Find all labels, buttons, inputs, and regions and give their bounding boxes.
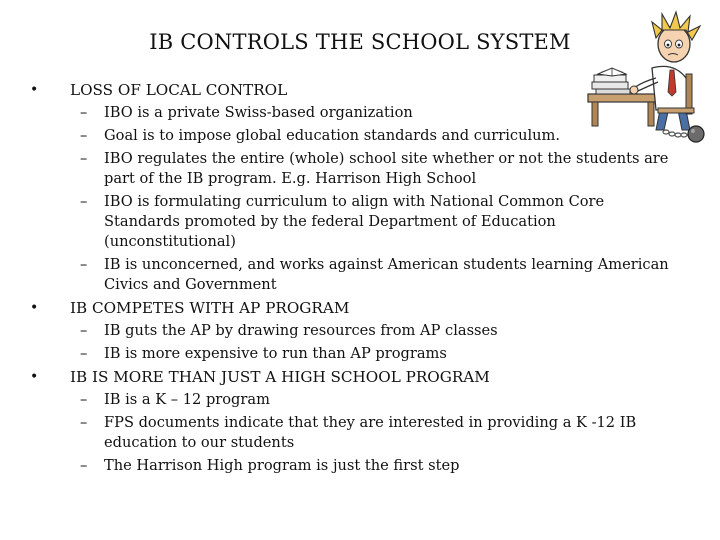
bullet-marker: • <box>30 369 39 385</box>
slide-title: IB CONTROLS THE SCHOOL SYSTEM <box>149 30 571 54</box>
list-item-text: IB is a K – 12 program <box>104 391 270 408</box>
section-ib-more-than-high-school <box>24 367 684 476</box>
section-loss-of-local-control <box>24 80 684 295</box>
dash-marker: – <box>80 457 88 474</box>
section-heading-text: LOSS OF LOCAL CONTROL <box>70 81 288 99</box>
dash-marker: – <box>80 345 88 362</box>
list-item-text: IB guts the AP by drawing resources from AP classes <box>104 322 498 339</box>
bullet-marker: • <box>30 300 39 316</box>
list-item-text: IBO is a private Swiss-based organization <box>104 104 413 121</box>
list-item-text: IB is unconcerned, and works against American students learning American Civics and Government <box>104 256 669 293</box>
list-item <box>24 413 684 453</box>
list-item <box>24 255 684 295</box>
list-item <box>24 103 684 123</box>
list-item-text: IB is more expensive to run than AP programs <box>104 345 447 362</box>
dash-marker: – <box>80 104 88 121</box>
section-ib-competes-with-ap <box>24 298 684 364</box>
list-item <box>24 321 684 341</box>
dash-marker: – <box>80 150 88 167</box>
dash-marker: – <box>80 322 88 339</box>
dash-marker: – <box>80 414 88 431</box>
dash-marker: – <box>80 391 88 408</box>
list-item-text: FPS documents indicate that they are interested in providing a K -12 IB education to our students <box>104 414 637 451</box>
list-item <box>24 344 684 364</box>
list-item <box>24 390 684 410</box>
section-heading-text: IB IS MORE THAN JUST A HIGH SCHOOL PROGRAM <box>70 368 490 386</box>
list-item-text: Goal is to impose global education standards and curriculum. <box>104 127 561 144</box>
list-item <box>24 456 684 476</box>
list-item-text: The Harrison High program is just the first step <box>104 457 460 474</box>
list-item <box>24 149 684 189</box>
section-heading <box>24 367 684 387</box>
section-heading-text: IB COMPETES WITH AP PROGRAM <box>70 299 350 317</box>
list-item <box>24 126 684 146</box>
dash-marker: – <box>80 256 88 273</box>
dash-marker: – <box>80 127 88 144</box>
bullet-marker: • <box>30 82 39 98</box>
section-heading <box>24 298 684 318</box>
dash-marker: – <box>80 193 88 210</box>
bullet-content <box>24 80 684 476</box>
section-heading <box>24 80 684 100</box>
list-item <box>24 192 684 252</box>
list-item-text: IBO regulates the entire (whole) school site whether or not the students are part of the IB program. E.g. Harrison High School <box>104 150 669 187</box>
list-item-text: IBO is formulating curriculum to align with National Common Core Standards promoted by the federal Department of Education (unconstitutional) <box>104 193 605 250</box>
